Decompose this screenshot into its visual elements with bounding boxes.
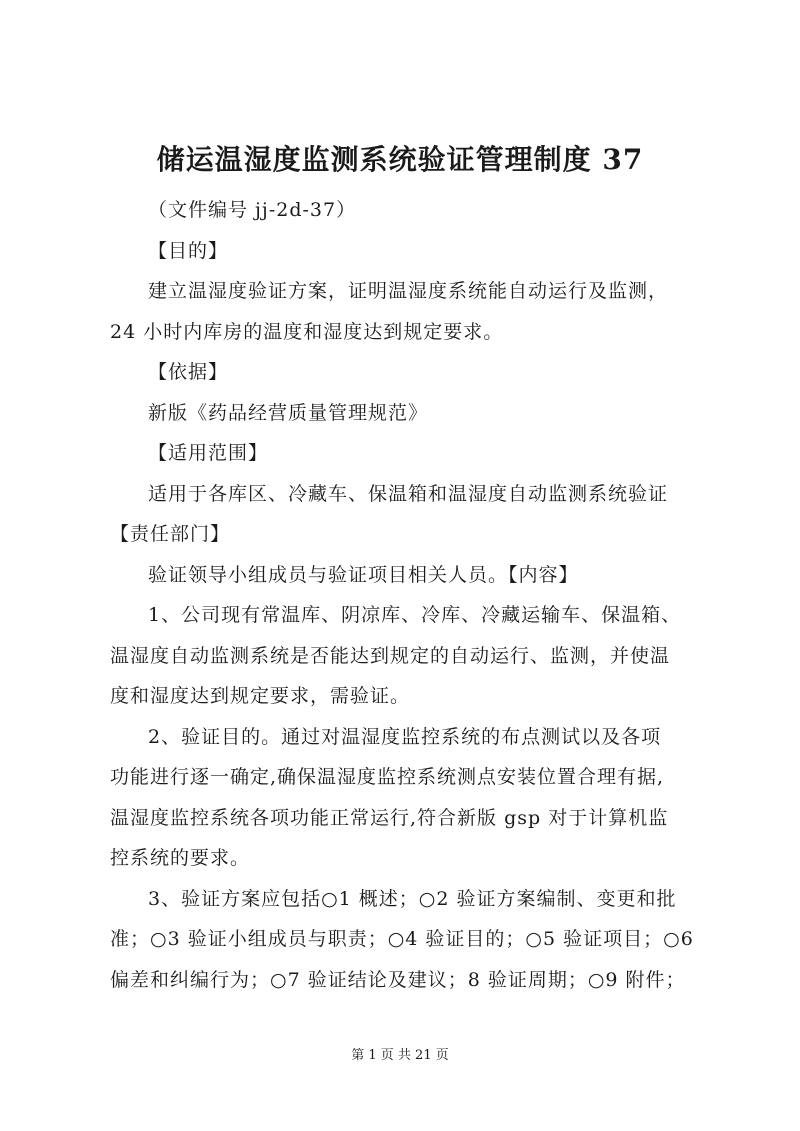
paragraph-line: 适用于各库区、冷藏车、保温箱和温湿度自动监测系统验证: [148, 483, 669, 505]
paragraph-line: 3、验证方案应包括○1 概述；○2 验证方案编制、变更和批: [148, 888, 677, 910]
page-footer: 第 1 页 共 21 页: [351, 1048, 449, 1063]
paragraph-line: 2、验证目的。通过对温湿度监控系统的布点测试以及各项: [148, 726, 662, 748]
file-number: （文件编号 jj-2d-37）: [148, 199, 357, 221]
section-heading-department: 【责任部门】: [110, 523, 231, 545]
paragraph-line: 新版《药品经营质量管理规范》: [148, 402, 429, 424]
section-heading-purpose: 【目的】: [148, 240, 229, 262]
paragraph-line: 建立温湿度验证方案，证明温湿度系统能自动运行及监测，: [148, 280, 669, 302]
section-heading-basis: 【依据】: [148, 361, 229, 383]
paragraph-line: 温湿度自动监测系统是否能达到规定的自动运行、监测，并使温: [110, 645, 671, 667]
document-title: 储运温湿度监测系统验证管理制度 37: [156, 143, 644, 176]
paragraph-line: 温湿度监控系统各项功能正常运行,符合新版 gsp 对于计算机监: [110, 807, 669, 829]
paragraph-line: 准；○3 验证小组成员与职责；○4 验证目的；○5 验证项目；○6: [110, 928, 694, 950]
section-heading-scope: 【适用范围】: [148, 442, 269, 464]
paragraph-line: 1、公司现有常温库、阴凉库、冷库、冷藏运输车、保温箱、: [148, 604, 682, 626]
paragraph-line: 偏差和纠编行为；○7 验证结论及建议；8 验证周期；○9 附件；: [110, 969, 686, 991]
paragraph-line: 功能进行逐一确定,确保温湿度监控系统测点安装位置合理有据,: [110, 766, 665, 788]
paragraph-line: 度和湿度达到规定要求，需验证。: [110, 685, 411, 707]
paragraph-line: 控系统的要求。: [110, 847, 251, 869]
paragraph-line: 验证领导小组成员与验证项目相关人员。【内容】: [148, 564, 579, 586]
paragraph-line: 24 小时内库房的温度和湿度达到规定要求。: [110, 321, 504, 343]
